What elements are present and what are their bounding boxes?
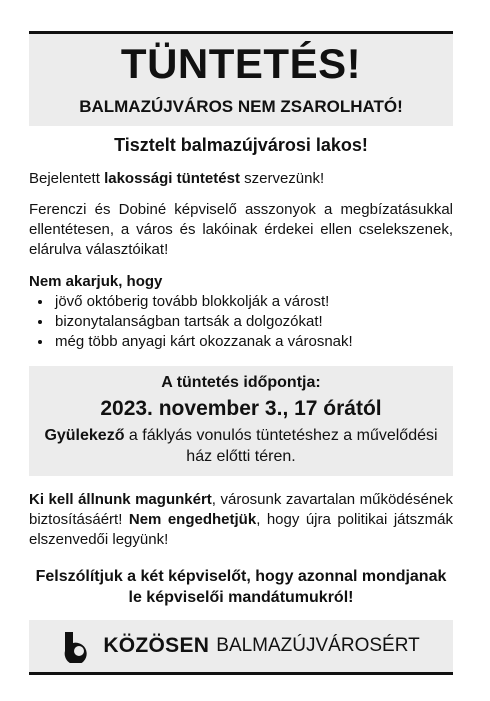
list-item: • bizonytalanságban tartsák a dolgozókat! xyxy=(53,312,453,332)
intro-paragraph xyxy=(29,169,453,189)
statement-paragraph: Ferenczi és Dobiné képviselő asszonyok a megbízatásukkal ellentétesen, a város és lakóinak érdekei ellen cselekszenek, elárulva választóikat! xyxy=(29,201,453,258)
gather-text: a fáklyás vonulós tüntetéshez a művelődési ház előtti téren. xyxy=(124,427,438,465)
kozosen-logo-icon xyxy=(62,629,96,663)
demands-title: Nem akarjuk, hogy xyxy=(29,273,163,290)
call-to-action: Felszólítjuk a két képviselőt, hogy azonnal mondjanak le képviselői mandátumukról! xyxy=(35,568,447,606)
bottom-rule xyxy=(29,672,453,675)
event-label: A tüntetés időpontja: xyxy=(161,374,321,391)
page-subtitle: BALMAZÚJVÁROS NEM ZSAROLHATÓ! xyxy=(79,97,403,116)
logo-text-light: BALMAZÚJVÁROSÉRT xyxy=(216,635,420,656)
gather-bold: Gyülekező xyxy=(44,427,125,444)
appeal-text-1: , városunk zavartalan működésének biztosításáért! xyxy=(29,491,453,528)
intro-text-pre: Bejelentett xyxy=(29,170,105,187)
list-item: • jövő októberig tovább blokkolják a várost! xyxy=(53,292,453,312)
intro-text-post: szervezünk! xyxy=(239,170,325,187)
logo-text-bold: KÖZÖSEN xyxy=(103,634,210,657)
appeal-bold-1: Ki kell állnunk magunkért xyxy=(29,491,212,508)
header-box xyxy=(29,34,453,126)
footer-logo-box xyxy=(29,620,453,672)
demands-list xyxy=(29,292,453,352)
event-location xyxy=(37,425,445,467)
event-date: 2023. november 3., 17 órától xyxy=(100,397,382,420)
event-box xyxy=(29,366,453,476)
appeal-paragraph xyxy=(29,490,453,550)
flyer xyxy=(29,31,453,675)
greeting: Tisztelt balmazújvárosi lakos! xyxy=(114,135,368,155)
list-item: • még több anyagi kárt okozzanak a városnak! xyxy=(53,332,453,352)
appeal-bold-2: Nem engedhetjük xyxy=(128,511,257,528)
page-title: TÜNTETÉS! xyxy=(120,40,362,87)
appeal-text-2: , hogy újra politikai játszmák elszenvedői legyünk! xyxy=(29,511,454,548)
intro-text-bold: lakossági tüntetést xyxy=(104,170,240,187)
